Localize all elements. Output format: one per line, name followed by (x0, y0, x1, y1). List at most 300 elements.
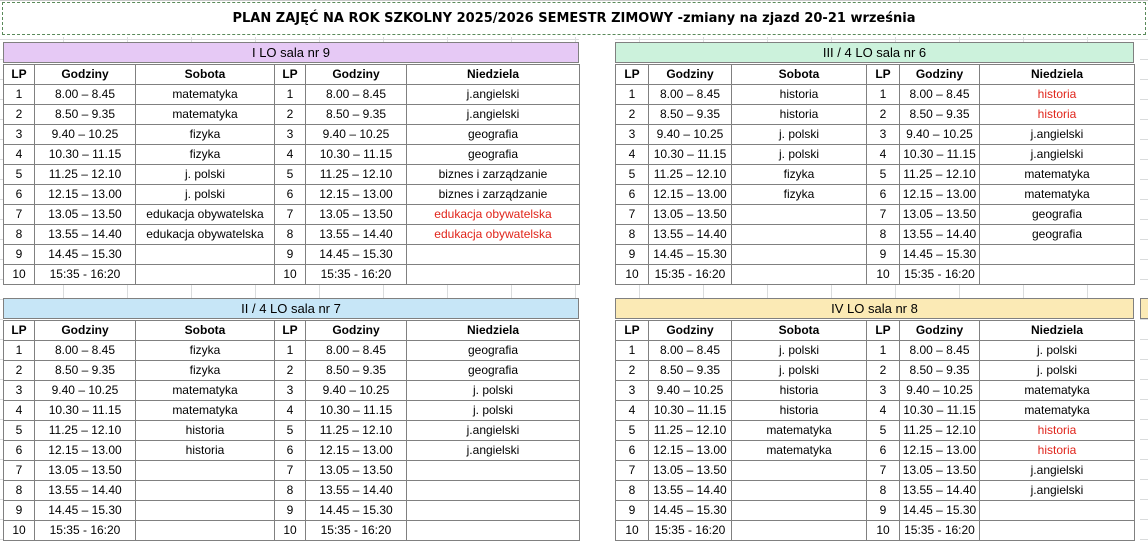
lp-cell[interactable]: 9 (616, 501, 649, 521)
saturday-subject-cell[interactable]: fizyka (136, 361, 275, 381)
sunday-time-cell[interactable]: 12.15 – 13.00 (900, 441, 980, 461)
col-header-godziny[interactable]: Godziny (649, 65, 732, 85)
lp-cell[interactable]: 5 (275, 421, 306, 441)
table-row (616, 205, 1135, 225)
lp-cell[interactable]: 4 (867, 401, 900, 421)
saturday-subject-cell[interactable] (136, 245, 275, 265)
saturday-subject-cell[interactable]: fizyka (136, 125, 275, 145)
sunday-subject-cell[interactable] (407, 461, 580, 481)
saturday-time-cell[interactable]: 10.30 – 11.15 (35, 401, 136, 421)
sunday-subject-cell[interactable]: biznes i zarządzanie (407, 185, 580, 205)
lp-cell[interactable]: 9 (4, 501, 35, 521)
lp-cell[interactable]: 3 (616, 125, 649, 145)
sunday-subject-cell[interactable]: j.angielski (407, 85, 580, 105)
saturday-subject-cell[interactable] (136, 481, 275, 501)
saturday-subject-cell[interactable]: j. polski (732, 125, 867, 145)
sunday-subject-cell[interactable]: matematyka (980, 185, 1135, 205)
saturday-subject-cell[interactable]: fizyka (136, 341, 275, 361)
sunday-time-cell[interactable]: 10.30 – 11.15 (306, 401, 407, 421)
col-header-sobota[interactable]: Sobota (136, 321, 275, 341)
lp-cell[interactable]: 2 (867, 105, 900, 125)
sunday-time-cell[interactable]: 11.25 – 12.10 (900, 165, 980, 185)
col-header-lp[interactable]: LP (867, 65, 900, 85)
lp-cell[interactable]: 6 (867, 441, 900, 461)
saturday-time-cell[interactable]: 11.25 – 12.10 (649, 165, 732, 185)
lp-cell[interactable]: 1 (4, 85, 35, 105)
lp-cell[interactable]: 1 (275, 85, 306, 105)
lp-cell[interactable]: 10 (275, 265, 306, 285)
sunday-time-cell[interactable]: 14.45 – 15.30 (900, 245, 980, 265)
lp-cell[interactable]: 3 (867, 381, 900, 401)
lp-cell[interactable]: 8 (275, 225, 306, 245)
saturday-subject-cell[interactable] (732, 481, 867, 501)
sunday-time-cell[interactable]: 15:35 - 16:20 (306, 521, 407, 541)
table-row (616, 145, 1135, 165)
sunday-subject-cell[interactable]: j.angielski (980, 461, 1135, 481)
col-header-godziny[interactable]: Godziny (306, 321, 407, 341)
saturday-time-cell[interactable]: 14.45 – 15.30 (649, 501, 732, 521)
schedule-block-3 (3, 298, 580, 545)
table-row (616, 245, 1135, 265)
lp-cell[interactable]: 1 (867, 85, 900, 105)
sunday-time-cell[interactable]: 13.05 – 13.50 (306, 461, 407, 481)
sunday-subject-cell[interactable] (980, 265, 1135, 285)
sunday-subject-cell[interactable]: j. polski (980, 361, 1135, 381)
lp-cell[interactable]: 8 (867, 225, 900, 245)
saturday-time-cell[interactable]: 14.45 – 15.30 (35, 501, 136, 521)
sunday-subject-cell[interactable]: j.angielski (980, 125, 1135, 145)
sunday-time-cell[interactable]: 9.40 – 10.25 (900, 125, 980, 145)
sunday-subject-cell[interactable] (407, 245, 580, 265)
adjacent-block-edge (1140, 298, 1148, 319)
sunday-subject-cell[interactable]: j.angielski (980, 145, 1135, 165)
saturday-time-cell[interactable]: 8.00 – 8.45 (649, 341, 732, 361)
table-row (4, 225, 580, 245)
header-row (4, 65, 580, 85)
saturday-time-cell[interactable]: 13.55 – 14.40 (35, 481, 136, 501)
saturday-subject-cell[interactable]: j. polski (732, 341, 867, 361)
lp-cell[interactable]: 8 (4, 481, 35, 501)
table-row (4, 145, 580, 165)
saturday-time-cell[interactable]: 15:35 - 16:20 (649, 521, 732, 541)
saturday-time-cell[interactable]: 9.40 – 10.25 (35, 125, 136, 145)
sunday-time-cell[interactable]: 13.05 – 13.50 (306, 205, 407, 225)
lp-cell[interactable]: 3 (4, 381, 35, 401)
col-header-godziny[interactable]: Godziny (306, 65, 407, 85)
col-header-lp[interactable]: LP (616, 65, 649, 85)
saturday-time-cell[interactable]: 8.50 – 9.35 (649, 105, 732, 125)
saturday-subject-cell[interactable]: j. polski (732, 145, 867, 165)
sunday-subject-cell[interactable]: j. polski (407, 401, 580, 421)
table-row (4, 461, 580, 481)
lp-cell[interactable]: 9 (867, 501, 900, 521)
lp-cell[interactable]: 5 (616, 421, 649, 441)
saturday-subject-cell[interactable]: historia (732, 401, 867, 421)
sunday-time-cell[interactable]: 8.50 – 9.35 (306, 105, 407, 125)
sunday-time-cell[interactable]: 9.40 – 10.25 (306, 125, 407, 145)
lp-cell[interactable]: 10 (275, 521, 306, 541)
sunday-subject-cell[interactable]: j. polski (980, 341, 1135, 361)
sunday-time-cell[interactable]: 14.45 – 15.30 (900, 501, 980, 521)
sunday-subject-cell[interactable]: j.angielski (407, 441, 580, 461)
saturday-subject-cell[interactable]: matematyka (136, 401, 275, 421)
lp-cell[interactable]: 9 (275, 501, 306, 521)
lp-cell[interactable]: 3 (867, 125, 900, 145)
schedule-table (615, 64, 1135, 285)
lp-cell[interactable]: 9 (275, 245, 306, 265)
schedule-block-4 (615, 298, 1140, 545)
saturday-subject-cell[interactable]: j. polski (136, 165, 275, 185)
lp-cell[interactable]: 7 (4, 205, 35, 225)
sunday-subject-cell[interactable]: historia (980, 105, 1135, 125)
col-header-niedziela[interactable]: Niedziela (407, 65, 580, 85)
lp-cell[interactable]: 5 (275, 165, 306, 185)
block-header[interactable]: III / 4 LO sala nr 6 (615, 42, 1134, 63)
sunday-subject-cell[interactable] (407, 481, 580, 501)
saturday-time-cell[interactable]: 12.15 – 13.00 (35, 185, 136, 205)
saturday-time-cell[interactable]: 9.40 – 10.25 (649, 125, 732, 145)
sunday-time-cell[interactable]: 14.45 – 15.30 (306, 245, 407, 265)
sunday-time-cell[interactable]: 8.00 – 8.45 (900, 341, 980, 361)
sunday-subject-cell[interactable]: geografia (407, 341, 580, 361)
table-row (616, 441, 1135, 461)
sunday-time-cell[interactable]: 8.50 – 9.35 (306, 361, 407, 381)
lp-cell[interactable]: 2 (616, 361, 649, 381)
lp-cell[interactable]: 1 (275, 341, 306, 361)
sunday-time-cell[interactable]: 11.25 – 12.10 (900, 421, 980, 441)
saturday-subject-cell[interactable]: historia (732, 105, 867, 125)
lp-cell[interactable]: 7 (275, 461, 306, 481)
sunday-subject-cell[interactable] (407, 521, 580, 541)
sunday-time-cell[interactable]: 14.45 – 15.30 (306, 501, 407, 521)
col-header-godziny[interactable]: Godziny (900, 321, 980, 341)
saturday-time-cell[interactable]: 8.50 – 9.35 (35, 361, 136, 381)
col-header-godziny[interactable]: Godziny (900, 65, 980, 85)
lp-cell[interactable]: 6 (867, 185, 900, 205)
table-row (4, 185, 580, 205)
table-row (616, 85, 1135, 105)
sunday-time-cell[interactable]: 8.50 – 9.35 (900, 105, 980, 125)
lp-cell[interactable]: 4 (4, 401, 35, 421)
sunday-subject-cell[interactable]: j. polski (407, 381, 580, 401)
sunday-subject-cell[interactable]: edukacja obywatelska (407, 205, 580, 225)
saturday-subject-cell[interactable] (732, 225, 867, 245)
table-row (616, 125, 1135, 145)
sunday-time-cell[interactable]: 15:35 - 16:20 (900, 265, 980, 285)
saturday-subject-cell[interactable]: matematyka (732, 421, 867, 441)
lp-cell[interactable]: 1 (616, 85, 649, 105)
table-row (4, 265, 580, 285)
sunday-subject-cell[interactable] (980, 245, 1135, 265)
lp-cell[interactable]: 1 (4, 341, 35, 361)
schedule-table (3, 64, 580, 285)
lp-cell[interactable]: 5 (616, 165, 649, 185)
sunday-subject-cell[interactable]: matematyka (980, 401, 1135, 421)
lp-cell[interactable]: 7 (616, 205, 649, 225)
saturday-time-cell[interactable]: 11.25 – 12.10 (35, 421, 136, 441)
saturday-time-cell[interactable]: 13.05 – 13.50 (649, 461, 732, 481)
lp-cell[interactable]: 7 (616, 461, 649, 481)
sunday-subject-cell[interactable]: geografia (980, 205, 1135, 225)
saturday-subject-cell[interactable] (732, 521, 867, 541)
lp-cell[interactable]: 2 (616, 105, 649, 125)
saturday-time-cell[interactable]: 15:35 - 16:20 (35, 265, 136, 285)
lp-cell[interactable]: 5 (4, 421, 35, 441)
lp-cell[interactable]: 2 (275, 105, 306, 125)
saturday-time-cell[interactable]: 8.00 – 8.45 (35, 85, 136, 105)
sheet-title[interactable]: PLAN ZAJĘĆ NA ROK SZKOLNY 2025/2026 SEMESTR ZIMOWY -zmiany na zjazd 20-21 września (0, 0, 1148, 37)
sunday-time-cell[interactable]: 10.30 – 11.15 (900, 401, 980, 421)
saturday-subject-cell[interactable]: fizyka (136, 145, 275, 165)
header-row (4, 321, 580, 341)
sunday-subject-cell[interactable] (407, 501, 580, 521)
lp-cell[interactable]: 10 (4, 265, 35, 285)
block-header[interactable]: IV LO sala nr 8 (615, 298, 1134, 319)
saturday-time-cell[interactable]: 10.30 – 11.15 (649, 401, 732, 421)
lp-cell[interactable]: 6 (4, 185, 35, 205)
lp-cell[interactable]: 10 (616, 265, 649, 285)
lp-cell[interactable]: 3 (275, 381, 306, 401)
sunday-time-cell[interactable]: 13.55 – 14.40 (900, 481, 980, 501)
saturday-time-cell[interactable]: 13.05 – 13.50 (35, 205, 136, 225)
col-header-godziny[interactable]: Godziny (35, 321, 136, 341)
saturday-time-cell[interactable]: 8.00 – 8.45 (649, 85, 732, 105)
saturday-subject-cell[interactable]: matematyka (136, 85, 275, 105)
table-row (4, 401, 580, 421)
col-header-niedziela[interactable]: Niedziela (407, 321, 580, 341)
lp-cell[interactable]: 8 (275, 481, 306, 501)
spacer-column (579, 36, 615, 545)
saturday-subject-cell[interactable]: matematyka (136, 105, 275, 125)
lp-cell[interactable]: 5 (867, 165, 900, 185)
col-header-niedziela[interactable]: Niedziela (980, 65, 1135, 85)
lp-cell[interactable]: 7 (275, 205, 306, 225)
sunday-time-cell[interactable]: 9.40 – 10.25 (900, 381, 980, 401)
sunday-time-cell[interactable]: 13.05 – 13.50 (900, 205, 980, 225)
saturday-subject-cell[interactable]: j. polski (136, 185, 275, 205)
saturday-time-cell[interactable]: 9.40 – 10.25 (649, 381, 732, 401)
saturday-time-cell[interactable]: 12.15 – 13.00 (35, 441, 136, 461)
saturday-time-cell[interactable]: 8.50 – 9.35 (35, 105, 136, 125)
sunday-time-cell[interactable]: 12.15 – 13.00 (306, 185, 407, 205)
lp-cell[interactable]: 2 (867, 361, 900, 381)
saturday-time-cell[interactable]: 9.40 – 10.25 (35, 381, 136, 401)
sunday-time-cell[interactable]: 9.40 – 10.25 (306, 381, 407, 401)
col-header-niedziela[interactable]: Niedziela (980, 321, 1135, 341)
saturday-time-cell[interactable]: 8.00 – 8.45 (35, 341, 136, 361)
sunday-time-cell[interactable]: 8.00 – 8.45 (306, 341, 407, 361)
col-header-lp[interactable]: LP (275, 321, 306, 341)
lp-cell[interactable]: 7 (4, 461, 35, 481)
saturday-time-cell[interactable]: 13.05 – 13.50 (35, 461, 136, 481)
col-header-lp[interactable]: LP (4, 321, 35, 341)
saturday-subject-cell[interactable] (136, 265, 275, 285)
lp-cell[interactable]: 8 (867, 481, 900, 501)
saturday-subject-cell[interactable] (732, 245, 867, 265)
lp-cell[interactable]: 5 (4, 165, 35, 185)
saturday-subject-cell[interactable]: j. polski (732, 361, 867, 381)
table-row (4, 341, 580, 361)
col-header-godziny[interactable]: Godziny (35, 65, 136, 85)
saturday-subject-cell[interactable]: historia (732, 381, 867, 401)
sunday-time-cell[interactable]: 13.55 – 14.40 (306, 225, 407, 245)
saturday-time-cell[interactable]: 11.25 – 12.10 (649, 421, 732, 441)
sunday-subject-cell[interactable]: edukacja obywatelska (407, 225, 580, 245)
sunday-subject-cell[interactable] (980, 501, 1135, 521)
lp-cell[interactable]: 10 (616, 521, 649, 541)
saturday-subject-cell[interactable]: fizyka (732, 185, 867, 205)
saturday-time-cell[interactable]: 12.15 – 13.00 (649, 185, 732, 205)
saturday-subject-cell[interactable]: historia (136, 441, 275, 461)
lp-cell[interactable]: 4 (275, 145, 306, 165)
lp-cell[interactable]: 3 (4, 125, 35, 145)
sunday-time-cell[interactable]: 11.25 – 12.10 (306, 165, 407, 185)
col-header-godziny[interactable]: Godziny (649, 321, 732, 341)
lp-cell[interactable]: 9 (616, 245, 649, 265)
saturday-time-cell[interactable]: 14.45 – 15.30 (35, 245, 136, 265)
sunday-subject-cell[interactable]: geografia (407, 125, 580, 145)
lp-cell[interactable]: 7 (867, 461, 900, 481)
saturday-time-cell[interactable]: 14.45 – 15.30 (649, 245, 732, 265)
lp-cell[interactable]: 4 (275, 401, 306, 421)
saturday-time-cell[interactable]: 11.25 – 12.10 (35, 165, 136, 185)
sunday-time-cell[interactable]: 13.05 – 13.50 (900, 461, 980, 481)
table-row (616, 165, 1135, 185)
lp-cell[interactable]: 10 (4, 521, 35, 541)
sunday-subject-cell[interactable] (407, 265, 580, 285)
lp-cell[interactable]: 4 (616, 401, 649, 421)
header-row (616, 321, 1135, 341)
lp-cell[interactable]: 6 (275, 441, 306, 461)
sunday-time-cell[interactable]: 8.00 – 8.45 (306, 85, 407, 105)
saturday-time-cell[interactable]: 15:35 - 16:20 (649, 265, 732, 285)
lp-cell[interactable]: 6 (616, 441, 649, 461)
lp-cell[interactable]: 7 (867, 205, 900, 225)
block-header[interactable]: II / 4 LO sala nr 7 (3, 298, 579, 319)
lp-cell[interactable]: 3 (616, 381, 649, 401)
lp-cell[interactable]: 4 (616, 145, 649, 165)
saturday-subject-cell[interactable] (136, 521, 275, 541)
sunday-subject-cell[interactable]: j.angielski (407, 421, 580, 441)
sunday-subject-cell[interactable]: geografia (980, 225, 1135, 245)
saturday-subject-cell[interactable]: historia (732, 85, 867, 105)
saturday-subject-cell[interactable]: edukacja obywatelska (136, 205, 275, 225)
col-header-lp[interactable]: LP (4, 65, 35, 85)
block-header[interactable]: I LO sala nr 9 (3, 42, 579, 63)
sunday-time-cell[interactable]: 11.25 – 12.10 (306, 421, 407, 441)
edge-column (1140, 36, 1148, 545)
lp-cell[interactable]: 9 (867, 245, 900, 265)
lp-cell[interactable]: 4 (867, 145, 900, 165)
sunday-subject-cell[interactable]: geografia (407, 361, 580, 381)
lp-cell[interactable]: 3 (275, 125, 306, 145)
sunday-subject-cell[interactable]: historia (980, 441, 1135, 461)
saturday-time-cell[interactable]: 8.50 – 9.35 (649, 361, 732, 381)
lp-cell[interactable]: 6 (616, 185, 649, 205)
saturday-time-cell[interactable]: 10.30 – 11.15 (649, 145, 732, 165)
lp-cell[interactable]: 8 (616, 225, 649, 245)
sunday-time-cell[interactable]: 8.50 – 9.35 (900, 361, 980, 381)
col-header-sobota[interactable]: Sobota (136, 65, 275, 85)
sunday-time-cell[interactable]: 8.00 – 8.45 (900, 85, 980, 105)
col-header-lp[interactable]: LP (275, 65, 306, 85)
saturday-subject-cell[interactable]: matematyka (732, 441, 867, 461)
table-row (616, 481, 1135, 501)
saturday-time-cell[interactable]: 13.55 – 14.40 (649, 481, 732, 501)
table-row (4, 105, 580, 125)
lp-cell[interactable]: 9 (4, 245, 35, 265)
lp-cell[interactable]: 1 (616, 341, 649, 361)
col-header-lp[interactable]: LP (867, 321, 900, 341)
sunday-subject-cell[interactable]: j.angielski (407, 105, 580, 125)
lp-cell[interactable]: 2 (4, 361, 35, 381)
sunday-time-cell[interactable]: 12.15 – 13.00 (900, 185, 980, 205)
saturday-subject-cell[interactable]: fizyka (732, 165, 867, 185)
col-header-sobota[interactable]: Sobota (732, 65, 867, 85)
lp-cell[interactable]: 10 (867, 265, 900, 285)
sunday-subject-cell[interactable]: historia (980, 421, 1135, 441)
table-row (616, 265, 1135, 285)
lp-cell[interactable]: 6 (4, 441, 35, 461)
saturday-subject-cell[interactable] (136, 461, 275, 481)
lp-cell[interactable]: 8 (4, 225, 35, 245)
sunday-time-cell[interactable]: 12.15 – 13.00 (306, 441, 407, 461)
saturday-time-cell[interactable]: 13.05 – 13.50 (649, 205, 732, 225)
col-header-lp[interactable]: LP (616, 321, 649, 341)
saturday-subject-cell[interactable] (732, 501, 867, 521)
col-header-sobota[interactable]: Sobota (732, 321, 867, 341)
saturday-time-cell[interactable]: 15:35 - 16:20 (35, 521, 136, 541)
sunday-subject-cell[interactable]: historia (980, 85, 1135, 105)
sunday-subject-cell[interactable]: geografia (407, 145, 580, 165)
saturday-subject-cell[interactable] (732, 461, 867, 481)
sunday-subject-cell[interactable]: biznes i zarządzanie (407, 165, 580, 185)
table-row (4, 165, 580, 185)
sunday-subject-cell[interactable] (980, 521, 1135, 541)
saturday-time-cell[interactable]: 13.55 – 14.40 (649, 225, 732, 245)
saturday-time-cell[interactable]: 10.30 – 11.15 (35, 145, 136, 165)
saturday-subject-cell[interactable]: historia (136, 421, 275, 441)
saturday-subject-cell[interactable] (136, 501, 275, 521)
table-row (616, 341, 1135, 361)
sunday-time-cell[interactable]: 15:35 - 16:20 (306, 265, 407, 285)
lp-cell[interactable]: 2 (4, 105, 35, 125)
saturday-subject-cell[interactable] (732, 265, 867, 285)
lp-cell[interactable]: 4 (4, 145, 35, 165)
saturday-time-cell[interactable]: 12.15 – 13.00 (649, 441, 732, 461)
lp-cell[interactable]: 1 (867, 341, 900, 361)
table-row (616, 501, 1135, 521)
sunday-time-cell[interactable]: 10.30 – 11.15 (900, 145, 980, 165)
lp-cell[interactable]: 6 (275, 185, 306, 205)
sunday-time-cell[interactable]: 13.55 – 14.40 (306, 481, 407, 501)
lp-cell[interactable]: 8 (616, 481, 649, 501)
sunday-subject-cell[interactable]: matematyka (980, 165, 1135, 185)
table-row (4, 361, 580, 381)
saturday-time-cell[interactable]: 13.55 – 14.40 (35, 225, 136, 245)
saturday-subject-cell[interactable]: edukacja obywatelska (136, 225, 275, 245)
lp-cell[interactable]: 2 (275, 361, 306, 381)
sunday-time-cell[interactable]: 15:35 - 16:20 (900, 521, 980, 541)
sunday-subject-cell[interactable]: matematyka (980, 381, 1135, 401)
sunday-subject-cell[interactable]: j.angielski (980, 481, 1135, 501)
sunday-time-cell[interactable]: 10.30 – 11.15 (306, 145, 407, 165)
saturday-subject-cell[interactable]: matematyka (136, 381, 275, 401)
lp-cell[interactable]: 10 (867, 521, 900, 541)
saturday-subject-cell[interactable] (732, 205, 867, 225)
lp-cell[interactable]: 5 (867, 421, 900, 441)
sunday-time-cell[interactable]: 13.55 – 14.40 (900, 225, 980, 245)
